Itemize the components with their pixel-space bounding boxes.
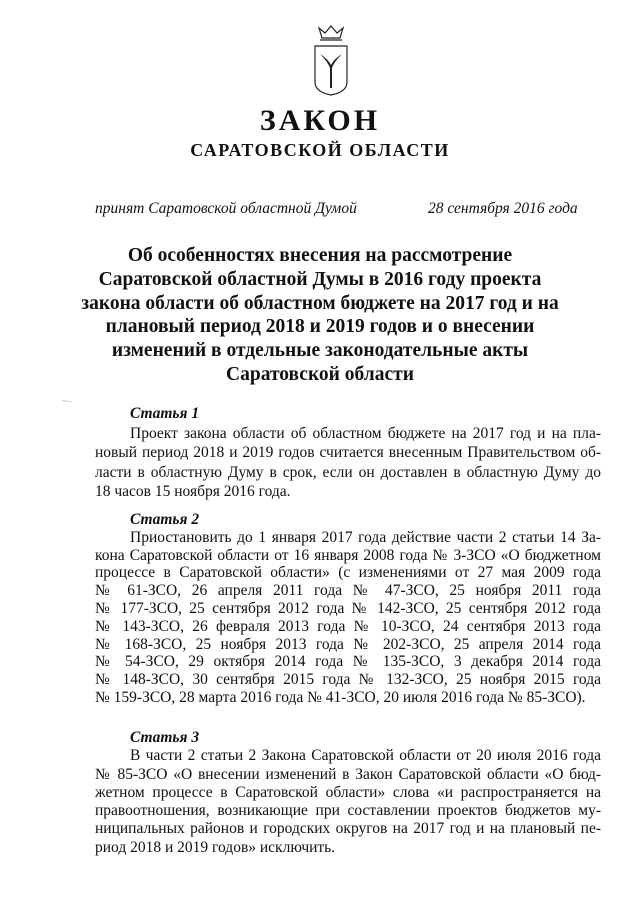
text-line: Приостановить до 1 января 2017 года действие части 2 статьи 14 За- [130,528,601,546]
heading-line: Саратовской области [226,363,414,385]
text-line: риод 2018 и 2019 годов» исключить. [95,838,336,856]
law-title: ЗАКОН [259,104,381,137]
text-line: 18 часов 15 ноября 2016 года. [95,483,291,500]
text-line: правоотношения, возникающие при составлении проектов бюджетов му- [95,802,601,820]
article-1 [95,404,601,502]
text-line: ниципальных районов и городских округов на 2017 год и на плановый пе- [95,820,601,838]
text-line: № 54-ЗСО, 29 октября 2014 года № 135-ЗСО, 3 декабря 2014 года [95,653,601,671]
text-line: № 61-ЗСО, 26 апреля 2011 года № 47-ЗСО, 25 ноября 2011 года [95,582,601,600]
heading-line: закона области об областном бюджете на 2017 год и на [81,292,559,314]
text-line: новый период 2018 и 2019 годов считается внесенным Правительством об- [95,444,601,461]
article-title: Статья 2 [130,511,200,528]
scan-artifact: ~– [62,396,72,406]
heading-line: Об особенностях внесения на рассмотрение [127,245,513,266]
text-line: № 143-ЗСО, 26 февраля 2013 года № 10-ЗСО, 24 сентября 2013 года [95,617,601,635]
adopted-by: принят Саратовской областной Думой [95,200,357,217]
article-title: Статья 1 [130,405,200,422]
region-name: САРАТОВСКОЙ ОБЛАСТИ [190,140,450,160]
text-line: ласти в областную Думу в срок, если он доставлен в областную Думу до [95,463,601,481]
text-line: № 85-ЗСО «О внесении изменений в Закон Саратовской области «О бюд- [95,765,601,783]
heading-line: Саратовской областной Думы в 2016 году проекта [98,268,542,290]
heading-line: изменений в отдельные законодательные акты [111,340,529,362]
text-line: № 148-ЗСО, 30 сентября 2015 года № 132-ЗСО, 25 ноября 2015 года [95,671,601,689]
saratov-coat-of-arms-emblem [312,22,350,96]
text-line: № 177-ЗСО, 25 сентября 2012 года № 142-ЗСО, 25 сентября 2012 года [95,599,601,617]
article-3 [95,729,601,857]
text-line: Проект закона области об областном бюджете на 2017 год и на пла- [130,424,601,442]
article-2 [95,511,601,707]
text-line: жетном процессе в Саратовской области» слова «и распространяется на [95,783,601,801]
text-line: № 168-ЗСО, 25 ноября 2013 года № 202-ЗСО, 25 апреля 2014 года [95,635,601,653]
text-line: кона Саратовской области от 16 января 2008 года № 3-ЗСО «О бюджетном [95,546,601,564]
adoption-date: 28 сентября 2016 года [428,200,578,217]
text-line: В части 2 статьи 2 Закона Саратовской области от 20 июля 2016 года [130,747,601,765]
text-line: № 159-ЗСО, 28 марта 2016 года № 41-ЗСО, 20 июля 2016 года № 85-ЗСО). [95,688,586,706]
heading-line: плановый период 2018 и 2019 годов и о внесении [105,316,535,338]
article-title: Статья 3 [130,729,200,746]
text-line: процессе в Саратовской области» (с изменениями от 27 мая 2009 года [95,564,601,582]
law-heading [0,244,640,387]
